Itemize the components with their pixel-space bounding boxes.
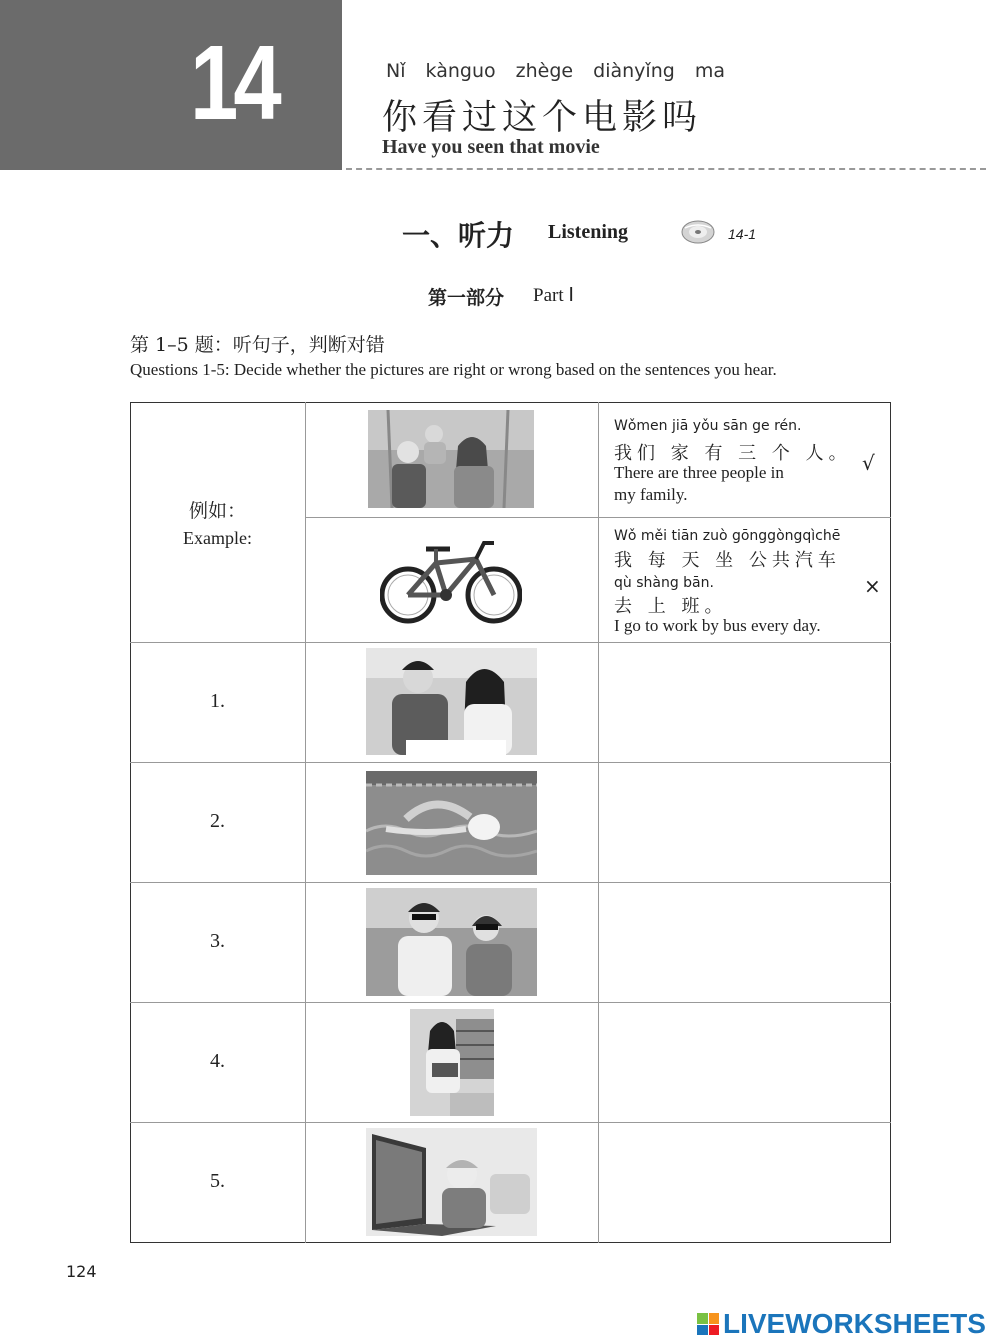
title-pinyin: Nǐ kànguo zhège diànyǐng ma: [386, 60, 725, 82]
example2-english: I go to work by bus every day.: [614, 616, 821, 635]
table-divider: [130, 642, 891, 643]
couple-running-photo: [366, 888, 537, 996]
example2-chinese2: 去 上 班。: [614, 596, 728, 617]
lesson-number: 14: [190, 24, 277, 142]
instructions-cn: 第 1–5 题：听句子，判断对错: [130, 334, 385, 356]
watermark: [697, 1309, 986, 1339]
woman-library-photo: [410, 1009, 494, 1116]
example-label-en: Example:: [183, 528, 252, 548]
question-number: 5.: [210, 1170, 225, 1192]
part-title-en: Part Ⅰ: [533, 285, 574, 306]
title-chinese: 你看过这个电影吗: [382, 98, 703, 138]
table-divider: [130, 882, 891, 883]
question-number: 2.: [210, 810, 225, 832]
question-number: 4.: [210, 1050, 225, 1072]
example1-chinese: 我们 家 有 三 个 人。: [614, 443, 852, 464]
table-divider: [305, 402, 306, 1243]
couple-studying-photo: [366, 648, 537, 755]
part-title-cn: 第一部分: [428, 287, 505, 309]
bicycle-photo: [380, 535, 522, 627]
watermark-text: LIVEWORKSHEETS: [723, 1308, 986, 1339]
header-divider: [346, 168, 986, 170]
example1-pinyin: Wǒmen jiā yǒu sān ge rén.: [614, 418, 802, 434]
example1-english-line2: my family.: [614, 485, 688, 504]
title-english: Have you seen that movie: [382, 136, 600, 158]
table-divider: [598, 402, 599, 1243]
table-divider: [130, 1002, 891, 1003]
section-title-en: Listening: [548, 221, 629, 243]
example2-pinyin2: qù shàng bān.: [614, 575, 714, 591]
boy-laptop-photo: [366, 1128, 537, 1236]
question-number: 1.: [210, 690, 225, 712]
example2-chinese: 我 每 天 坐 公共汽车: [614, 550, 841, 571]
instructions-en: Questions 1-5: Decide whether the pictures are right or wrong based on the sentences you hear.: [130, 360, 777, 379]
table-divider: [130, 1122, 891, 1123]
example1-check-mark: √: [862, 451, 875, 475]
example-label-cn: 例如：: [188, 500, 246, 522]
example1-english-line1: There are three people in: [614, 463, 784, 482]
example2-cross-mark: ×: [864, 574, 881, 598]
question-number: 3.: [210, 930, 225, 952]
section-title-cn: 一、听力: [402, 219, 515, 252]
cd-icon[interactable]: [681, 220, 715, 244]
table-divider: [130, 762, 891, 763]
header-block: [0, 0, 342, 170]
swimmer-photo: [366, 771, 537, 875]
family-photo: [368, 410, 534, 508]
table-divider: [305, 517, 891, 518]
track-number: 14-1: [728, 226, 757, 242]
page-number: 124: [66, 1262, 97, 1281]
example2-pinyin: Wǒ měi tiān zuò gōnggòngqìchē: [614, 528, 841, 544]
liveworksheets-logo-icon: [697, 1313, 719, 1335]
